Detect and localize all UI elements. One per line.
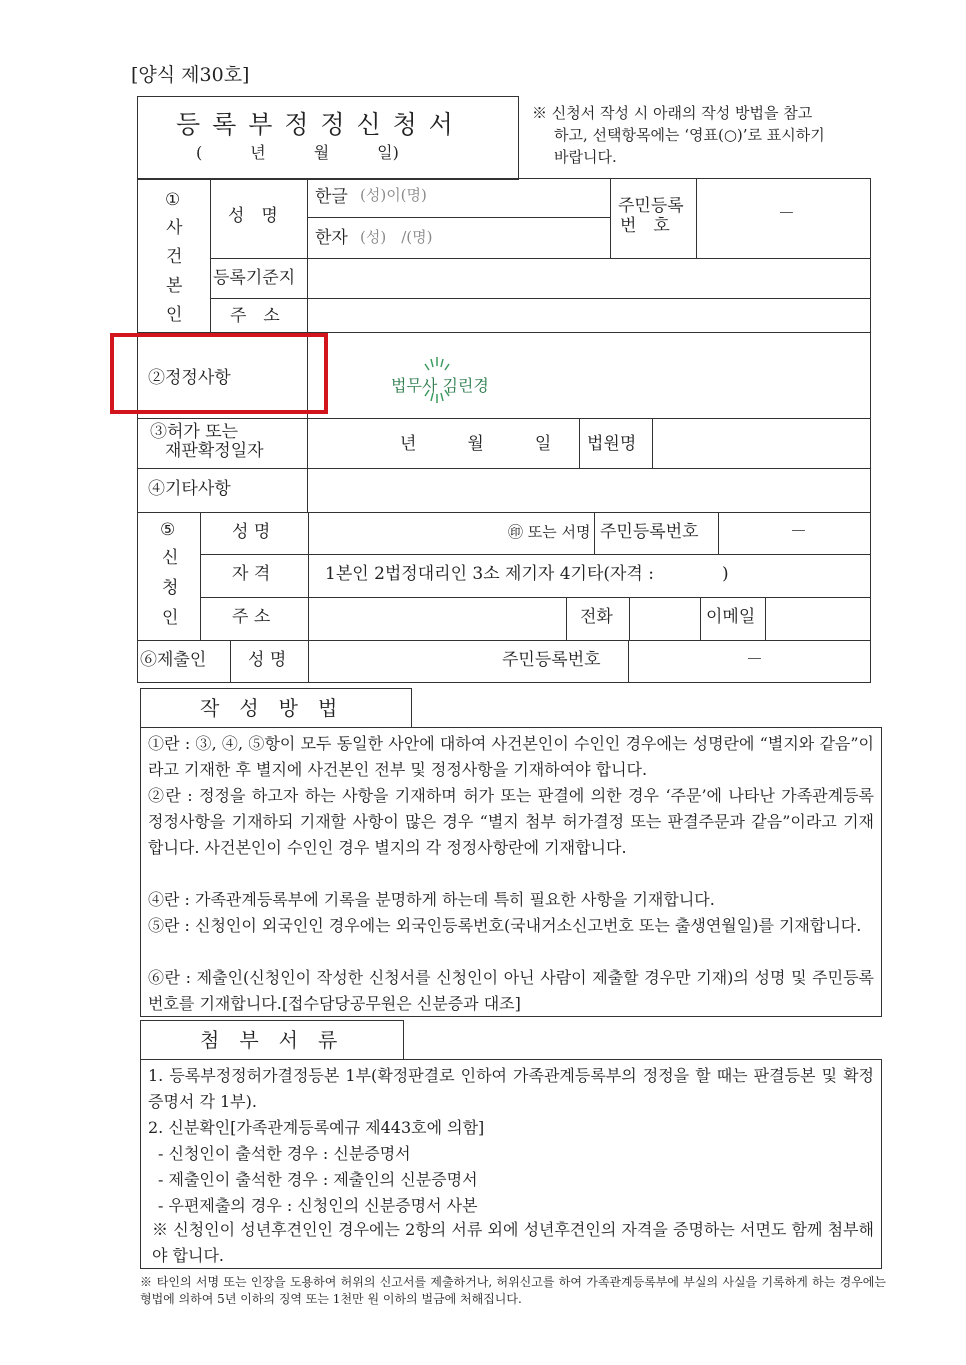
notice-line-3: 바랍니다. [554,148,617,166]
form-id: [양식 제30호] [131,64,250,86]
s5-num: ⑤ [160,520,176,540]
s5-char-2: 청 [162,578,179,598]
form-title: 등 록 부 정 정 신 청 서 [176,110,455,139]
method-item: ⑤란 : 신청인이 외국인인 경우에는 외국인등록번호(국내거소신고번호 또는 출생연월일)를 기재합니다. [148,916,862,935]
s1-char-1: 사 [166,218,183,238]
s1-char-4: 인 [166,305,183,325]
s5-name-label: 성 명 [232,522,271,542]
s3-court: 법원명 [587,434,637,454]
s3-label-1: ③허가 또는 [150,422,239,442]
s6-name-label: 성 명 [248,650,287,670]
s5-rrn-dash[interactable]: － [790,522,807,542]
s5-qual-options[interactable]: 1본인 2법정대리인 3소 제기자 4기타(자격 : ) [325,564,729,584]
s6-label: ⑥제출인 [140,650,207,670]
s1-rrn-label-1: 주민등록 [618,196,684,216]
hanja-label: 한자 [315,228,348,248]
s3-ymd[interactable]: 년 월 일 [400,434,552,454]
s6-rrn-dash[interactable]: － [746,650,763,670]
s5-char-1: 신 [162,548,179,568]
method-item: ⑥란 : 제출인(신청인이 작성한 신청서를 신청인이 아닌 사람이 제출할 경우만 기재)의 성명 및 주민등록번호를 기재합니다.[접수담당공무원은 신분증과 대조] [148,968,874,1013]
s5-rrn-label: 주민등록번호 [600,522,699,542]
method-title: 작 성 방 법 [200,696,338,720]
date-line: ( 년 월 일) [196,143,399,162]
notice-line-1: ※ 신청서 작성 시 아래의 작성 방법을 참고 [532,104,813,122]
s5-char-3: 인 [162,608,179,628]
attach-item: - 신청인이 출석한 경우 : 신분증명서 [158,1144,411,1163]
s1-char-3: 본 [166,276,183,296]
attach-item: ※ 신청인이 성년후견인인 경우에는 2항의 서류 외에 성년후견인의 자격을 증명하는 서면도 함께 첨부해야 합니다. [152,1220,874,1265]
attach-item: 1. 등록부정정허가결정등본 1부(확정판결로 인하여 가족관계등록부의 정정을 할 때는 판결등본 및 확정증명서 각 1부). [148,1066,874,1111]
hangul-hint[interactable]: (성)이(명) [360,186,427,204]
registry-label: 등록기준지 [213,268,296,288]
s2-label: ②정정사항 [148,368,231,388]
notice-line-2: 하고, 선택항목에는 ‘영표(○)’로 표시하기 [554,126,825,144]
attach-item: 2. 신분확인[가족관계등록예규 제443호에 의함] [148,1118,485,1137]
s5-seal[interactable]: ㊞ 또는 서명 [508,523,591,541]
s5-address-label: 주 소 [232,607,271,627]
attach-item: - 우편제출의 경우 : 신청인의 신분증명서 사본 [158,1196,478,1215]
s1-address-label: 주 소 [230,306,280,326]
highlight-box [110,333,328,414]
s5-email-label: 이메일 [706,607,756,627]
method-item: ④란 : 가족관계등록부에 기록을 분명하게 하는데 특히 필요한 사항을 기재합니다. [148,890,715,909]
method-item: ①란 : ③, ④, ⑤항이 모두 동일한 사안에 대하여 사건본인이 수인인 경우에는 성명란에 “별지와 같음”이라고 기재한 후 별지에 사건본인 전부 및 정정사항을 기재하여야 합니다. [148,734,874,779]
attach-item: - 제출인이 출석한 경우 : 제출인의 신분증명서 [158,1170,478,1189]
s6-rrn-label: 주민등록번호 [502,650,601,670]
s1-char-2: 건 [166,247,183,267]
s1-rrn-label-2: 번 호 [620,216,670,236]
s1-rrn-dash[interactable]: － [778,204,795,224]
s1-name-label: 성 명 [228,206,278,226]
footer-note: ※ 타인의 서명 또는 인장을 도용하여 허위의 신고서를 제출하거나, 허위신고를 하여 가족관계등록부에 부실의 사실을 기록하게 하는 경우에는 형법에 의하여 5년 이하의 징역 또는 1천만 원 이하의 벌금에 처해집니다. [140,1275,886,1306]
hangul-label: 한글 [315,187,348,207]
s5-qual-label: 자 격 [232,564,271,584]
hanja-hint[interactable]: (성) /(명) [360,228,433,246]
method-item: ②란 : 정정을 하고자 하는 사항을 기재하며 허가 또는 판결에 의한 경우 ‘주문’에 나타난 가족관계등록 정정사항을 기재하되 기재할 사항이 많은 경우 “별지 첨부 허가결정 또는 판결주문과 같음”이라고 기재합니다. 사건본인이 수인인 경우 별지의 각 정정사항란에 기재합니다. [148,786,874,857]
attach-title: 첨 부 서 류 [200,1028,338,1052]
stamp-text: 법무사 김린경 [391,376,489,395]
s4-label: ④기타사항 [148,479,231,499]
s1-num: ① [165,190,181,210]
s5-phone-label: 전화 [580,607,613,627]
s3-label-2: 재판확정일자 [165,441,264,461]
